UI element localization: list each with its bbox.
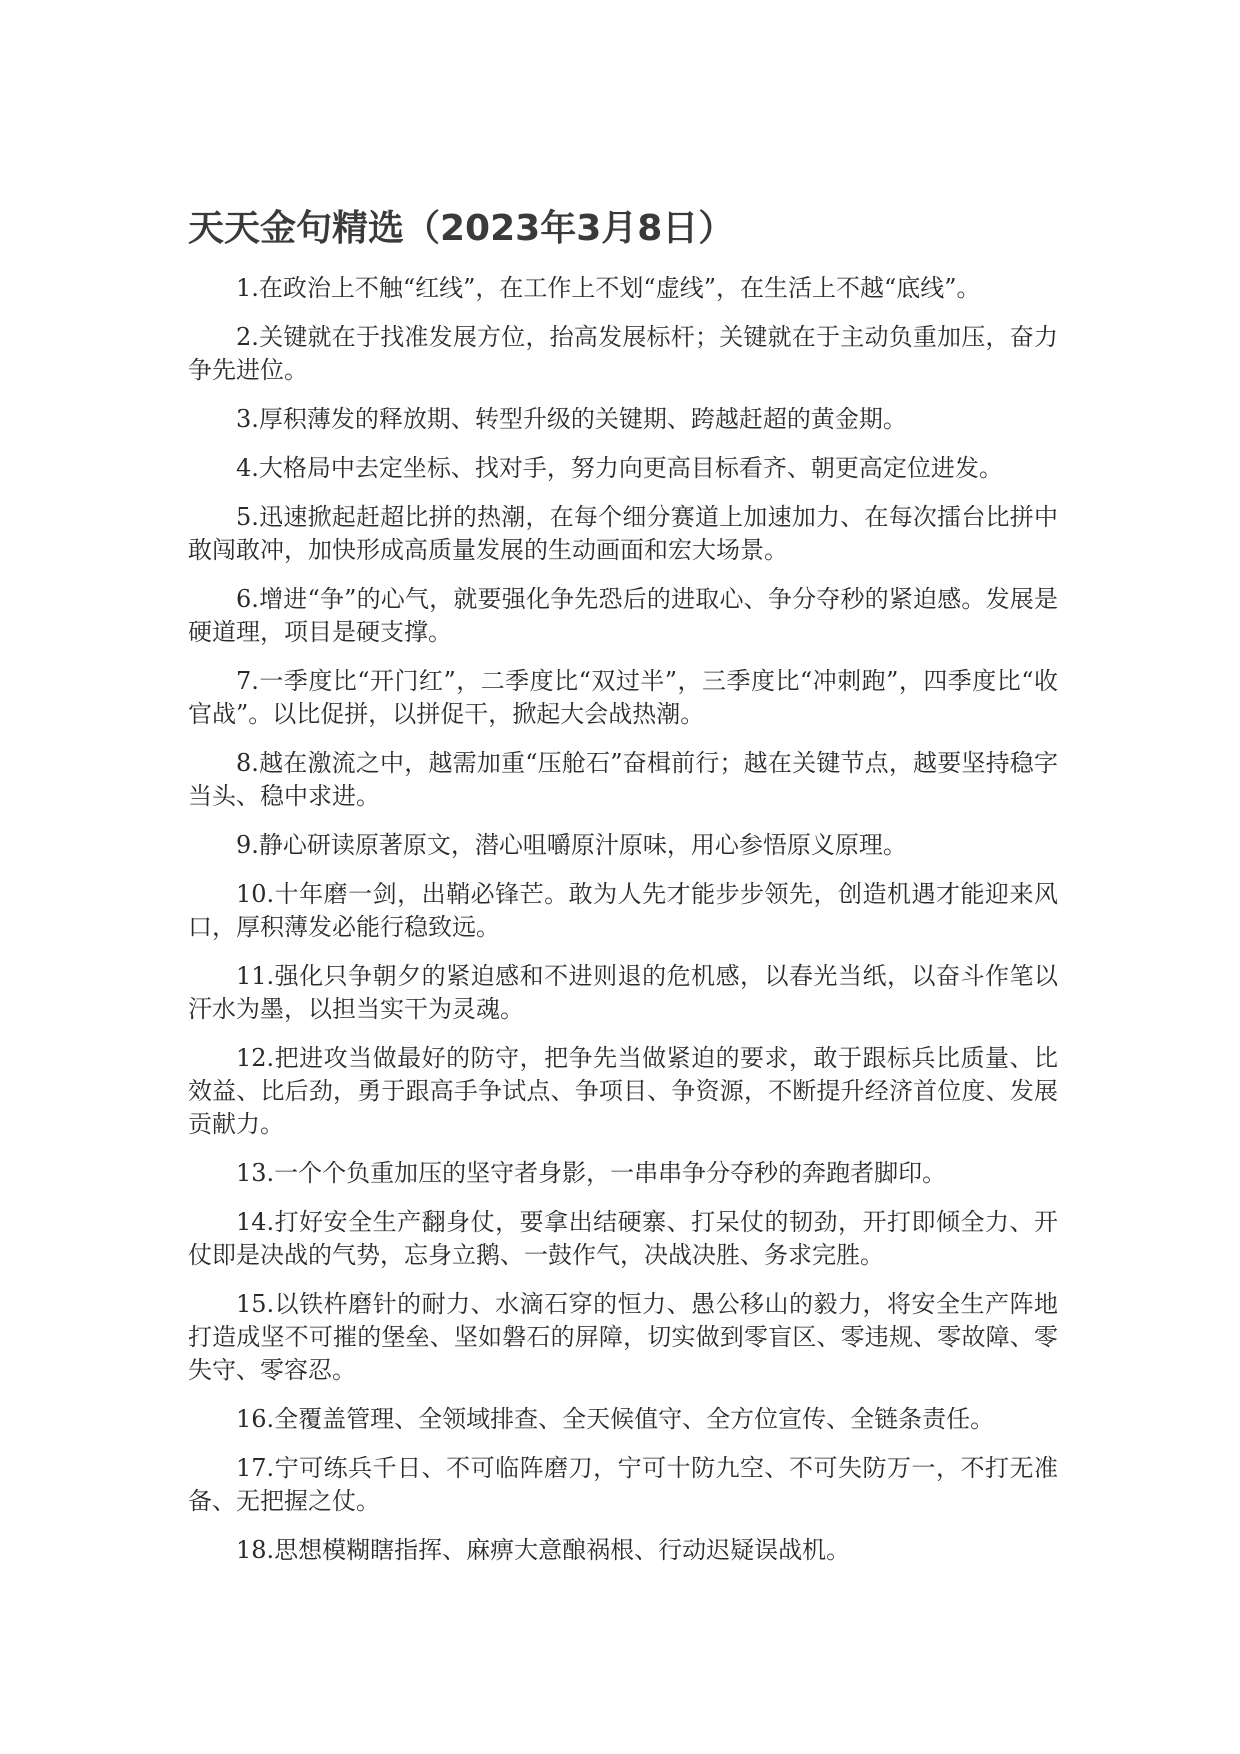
quote-item-15: 15.以铁杵磨针的耐力、水滴石穿的恒力、愚公移山的毅力，将安全生产阵地打造成坚不可摧的堡垒、坚如磐石的屏障，切实做到零盲区、零违规、零故障、零失守、零容忍。 (188, 1290, 1058, 1384)
quote-item-8: 8.越在激流之中，越需加重“压舱石”奋楫前行；越在关键节点，越要坚持稳字当头、稳中求进。 (188, 749, 1058, 810)
quote-item-10: 10.十年磨一剑，出鞘必锋芒。敢为人先才能步步领先，创造机遇才能迎来风口，厚积薄发必能行稳致远。 (188, 880, 1058, 941)
quote-item-7: 7.一季度比“开门红”，二季度比“双过半”，三季度比“冲刺跑”，四季度比“收官战”。以比促拼，以拼促干，掀起大会战热潮。 (188, 667, 1058, 728)
quote-item-16: 16.全覆盖管理、全领域排查、全天候值守、全方位宣传、全链条责任。 (236, 1405, 995, 1433)
quote-item-3: 3.厚积薄发的释放期、转型升级的关键期、跨越赶超的黄金期。 (236, 405, 907, 433)
quote-item-1: 1.在政治上不触“红线”，在工作上不划“虚线”，在生活上不越“底线”。 (236, 274, 981, 302)
quote-item-6: 6.增进“争”的心气，就要强化争先恐后的进取心、争分夺秒的紧迫感。发展是硬道理，项目是硬支撑。 (188, 585, 1058, 646)
quote-item-14: 14.打好安全生产翻身仗，要拿出结硬寨、打呆仗的韧劲，开打即倾全力、开仗即是决战的气势，忘身立鹅、一鼓作气，决战决胜、务求完胜。 (188, 1208, 1058, 1269)
quote-item-17: 17.宁可练兵千日、不可临阵磨刀，宁可十防九空、不可失防万一，不打无准备、无把握之仗。 (188, 1454, 1058, 1515)
quote-item-2: 2.关键就在于找准发展方位，抬高发展标杆；关键就在于主动负重加压，奋力争先进位。 (188, 323, 1058, 384)
quote-list (188, 272, 1058, 1583)
quote-item-11: 11.强化只争朝夕的紧迫感和不进则退的危机感，以春光当纸，以奋斗作笔以汗水为墨，以担当实干为灵魂。 (188, 962, 1058, 1023)
quote-item-4: 4.大格局中去定坐标、找对手，努力向更高目标看齐、朝更高定位进发。 (236, 454, 1003, 482)
quote-item-9: 9.静心研读原著原文，潜心咀嚼原汁原味，用心参悟原义原理。 (236, 831, 907, 859)
quote-item-12: 12.把进攻当做最好的防守，把争先当做紧迫的要求，敢于跟标兵比质量、比效益、比后劲，勇于跟高手争试点、争项目、争资源，不断提升经济首位度、发展贡献力。 (188, 1044, 1058, 1138)
quote-item-5: 5.迅速掀起赶超比拼的热潮，在每个细分赛道上加速加力、在每次擂台比拼中敢闯敢冲，加快形成高质量发展的生动画面和宏大场景。 (188, 503, 1058, 564)
quote-item-13: 13.一个个负重加压的坚守者身影，一串串争分夺秒的奔跑者脚印。 (236, 1159, 947, 1187)
quote-item-18: 18.思想模糊瞎指挥、麻痹大意酿祸根、行动迟疑误战机。 (236, 1536, 851, 1564)
document-title: 天天金句精选（2023年3月8日） (188, 208, 735, 249)
